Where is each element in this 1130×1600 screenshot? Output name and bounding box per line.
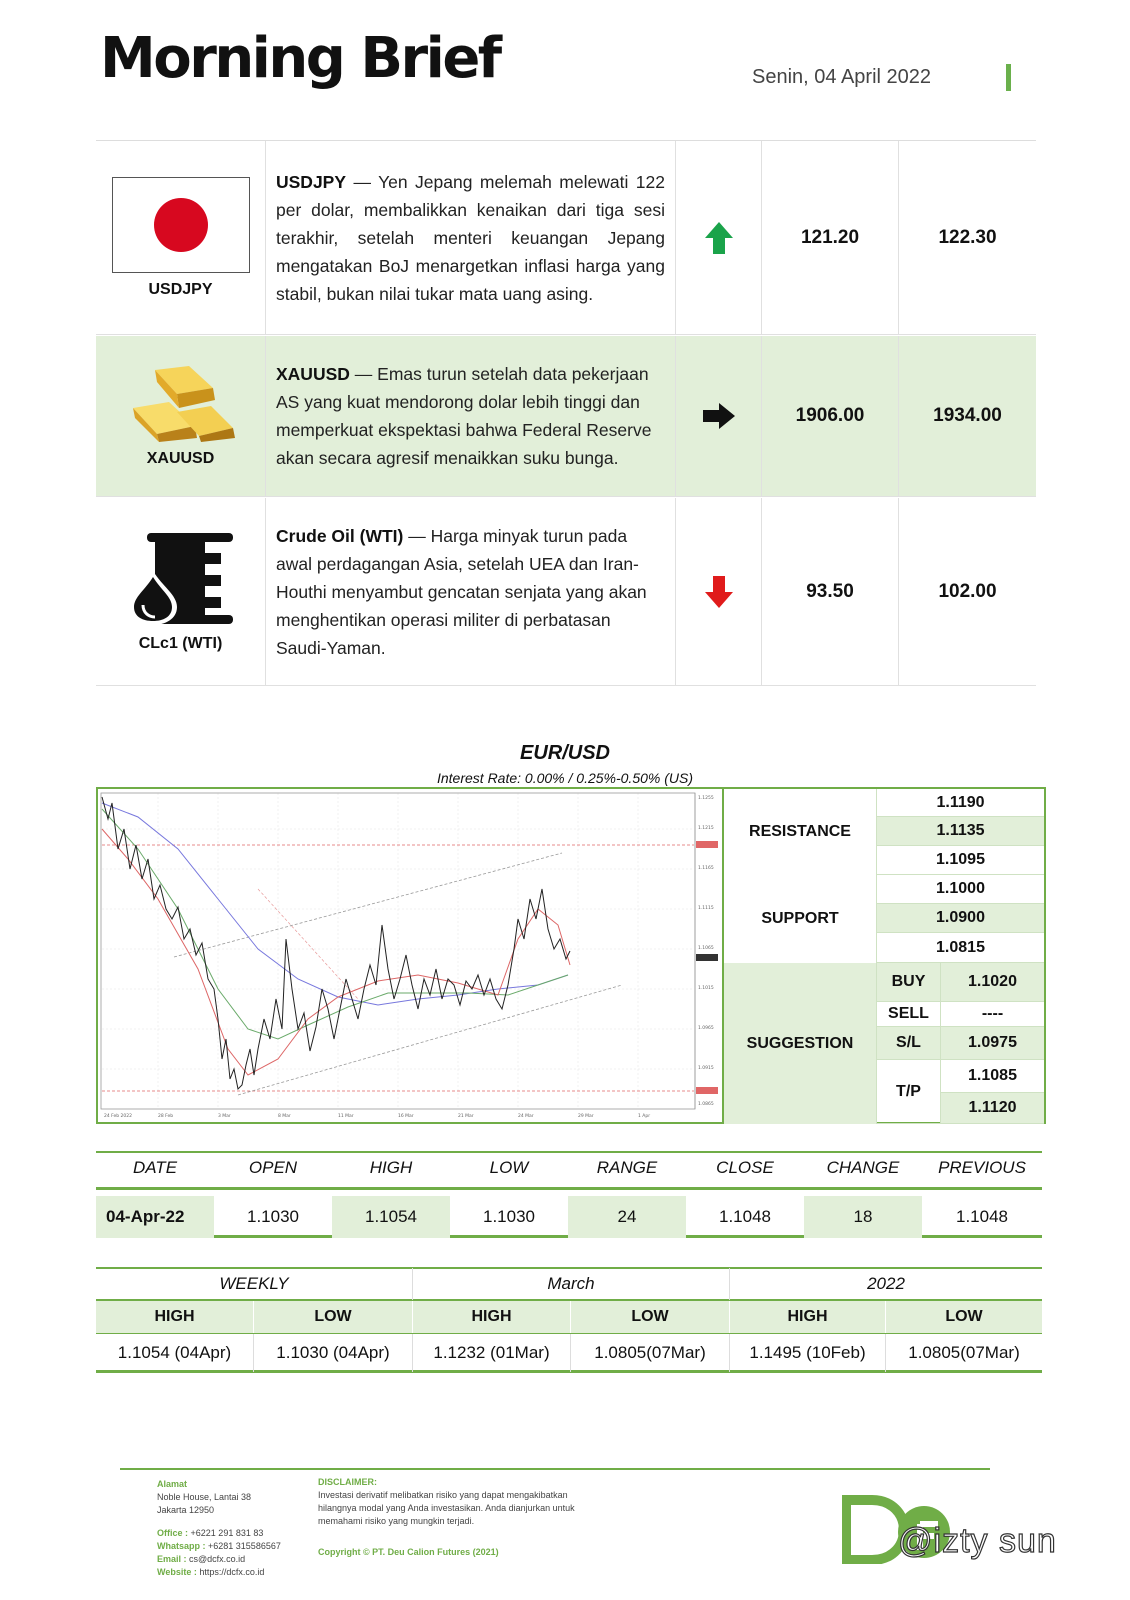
news-text: Crude Oil (WTI) — Harga minyak turun pada awal perdagangan Asia, setelah UEA dan Iran-Houthi menyambut gencatan senjata yang akan menghentikan operasi militer di perbatasan Saudi-Yaman.: [276, 525, 647, 658]
resistance-level-3: 1.1095: [876, 846, 1044, 875]
gold-bars-icon: [125, 364, 237, 442]
price-chart-image: [98, 789, 722, 1122]
news-body: Yen Jepang melemah melewati 122 per dolar, membalikkan kenaikan dari tiga sesi terakhir, setelah menteri keuangan Jepang mengatakan BoJ menargetkan inflasi harga yang stabil, bukan nilai tukar mata uang asing.: [276, 171, 665, 304]
news-headline: USDJPY: [276, 171, 347, 192]
svg-text:21 Mar: 21 Mar: [458, 1114, 474, 1119]
instrument-label: CLc1 (WTI): [138, 634, 223, 652]
svg-text:1 Apr: 1 Apr: [638, 1114, 651, 1119]
svg-text:8 Mar: 8 Mar: [278, 1114, 291, 1119]
svg-text:24 Mar: 24 Mar: [518, 1114, 534, 1119]
ohlc-open: 1.1030: [247, 1207, 299, 1226]
report-date: Senin, 04 April 2022: [752, 66, 932, 88]
resistance-level-2: 1.1135: [876, 817, 1044, 846]
svg-text:3 Mar: 3 Mar: [218, 1114, 231, 1119]
col-header: OPEN: [248, 1158, 298, 1177]
watermark: @izty sun: [898, 1522, 1057, 1560]
level-1: 121.20: [762, 141, 899, 334]
ohlc-date: 04-Apr-22: [96, 1196, 214, 1238]
svg-text:24 Feb 2022: 24 Feb 2022: [104, 1114, 133, 1119]
news-row-xauusd: [96, 336, 1036, 497]
news-row-usdjpy: [96, 141, 1036, 335]
col-header: RANGE: [596, 1158, 658, 1177]
level-1: 93.50: [762, 498, 899, 685]
footer-disclaimer: [318, 1476, 608, 1559]
news-headline: Crude Oil (WTI): [276, 525, 404, 546]
svg-text:11 Mar: 11 Mar: [338, 1114, 354, 1119]
range-key: LOW: [571, 1301, 730, 1333]
tp-label: T/P: [876, 1060, 940, 1124]
svg-text:29 Mar: 29 Mar: [578, 1114, 594, 1119]
ohlc-close: 1.1048: [719, 1207, 771, 1226]
tp-value-1: 1.1085: [940, 1060, 1044, 1093]
buy-value: 1.1020: [940, 963, 1044, 1002]
svg-text:1.1165: 1.1165: [698, 866, 714, 871]
interest-rate: Interest Rate: 0.00% / 0.25%-0.50% (US): [436, 770, 693, 786]
range-value: 1.0805(07Mar): [908, 1343, 1020, 1362]
japan-flag-icon: [112, 177, 250, 273]
disclaimer-title: DISCLAIMER:: [318, 1477, 377, 1487]
pair-title: EUR/USD: [519, 742, 610, 764]
range-key: HIGH: [730, 1301, 886, 1333]
footer-address: [157, 1478, 297, 1579]
footer-divider: [120, 1468, 990, 1470]
col-header: CLOSE: [716, 1158, 774, 1177]
range-value: 1.1054 (04Apr): [96, 1334, 254, 1372]
range-key: LOW: [886, 1301, 1042, 1333]
level-1: 1906.00: [762, 336, 899, 496]
range-value: 1.1030 (04Apr): [254, 1334, 413, 1372]
disclaimer-text: Investasi derivatif melibatkan risiko yang dapat mengakibatkan hilangnya modal yang Anda investasikan. Anda dianjurkan untuk memahami risiko yang mungkin terjadi.: [318, 1490, 575, 1526]
range-group-weekly: WEEKLY: [96, 1268, 413, 1300]
contact-office: Office : +6221 291 831 83: [157, 1528, 264, 1538]
range-key: HIGH: [413, 1301, 571, 1333]
direction-cell: [676, 141, 762, 334]
tp-value-2: 1.1120: [940, 1093, 1044, 1124]
level-2: 102.00: [938, 580, 997, 602]
range-value: 1.1495 (10Feb): [730, 1334, 886, 1372]
news-text-cell: [266, 141, 676, 334]
news-text-cell: [266, 498, 676, 685]
instrument-label: XAUUSD: [146, 450, 215, 467]
support-level-2: 1.0900: [876, 904, 1044, 933]
contact-whatsapp: Whatsapp : +6281 315586567: [157, 1541, 281, 1551]
svg-text:1.0865: 1.0865: [698, 1102, 714, 1107]
news-text: USDJPY — Yen Jepang melemah melewati 122 per dolar, membalikkan kenaikan dari tiga sesi terakhir, setelah menteri keuangan Jepang mengatakan BoJ menargetkan inflasi harga yang stabil, bukan nilai tukar mata uang asing.: [276, 171, 665, 304]
svg-text:16 Mar: 16 Mar: [398, 1114, 414, 1119]
svg-text:1.1015: 1.1015: [698, 986, 714, 991]
accent-bar: [1006, 64, 1011, 91]
address-line: Jakarta 12950: [157, 1505, 215, 1515]
ohlc-high: 1.1054: [332, 1196, 450, 1238]
news-body: Harga minyak turun pada awal perdagangan Asia, setelah UEA dan Iran-Houthi menyambut gencatan senjata yang akan menghentikan operasi militer di perbatasan Saudi-Yaman.: [276, 525, 647, 658]
ohlc-range: 24: [568, 1196, 686, 1238]
direction-cell: [676, 336, 762, 496]
contact-email[interactable]: Email : cs@dcfx.co.id: [157, 1554, 246, 1564]
price-chart: [96, 787, 724, 1124]
sl-value: 1.0975: [940, 1027, 1044, 1060]
support-level-1: 1.1000: [876, 875, 1044, 904]
svg-text:1.0915: 1.0915: [698, 1066, 714, 1071]
news-row-crude: [96, 498, 1036, 686]
arrow-up-icon: [704, 221, 734, 255]
buy-label: BUY: [876, 963, 940, 1002]
col-header: DATE: [132, 1158, 178, 1177]
address-title: Alamat: [157, 1479, 188, 1489]
news-body: Emas turun setelah data pekerjaan AS yang kuat mendorong dolar lebih tinggi dan memperkuat ekspektasi bahwa Federal Reserve akan secara agresif menaikkan suku bunga.: [276, 364, 652, 468]
instrument-cell: [96, 498, 266, 685]
range-value: 1.1232 (01Mar): [413, 1334, 571, 1372]
news-text: XAUUSD — Emas turun setelah data pekerjaan AS yang kuat mendorong dolar lebih tinggi dan memperkuat ekspektasi bahwa Federal Reserve akan secara agresif menaikkan suku bunga.: [276, 364, 652, 468]
support-level-3: 1.0815: [876, 933, 1044, 963]
range-key: LOW: [254, 1301, 413, 1333]
svg-text:1.0965: 1.0965: [698, 1026, 714, 1031]
svg-text:28 Feb: 28 Feb: [158, 1114, 174, 1119]
arrow-right-icon: [702, 402, 736, 430]
ohlc-table: [96, 1151, 1042, 1241]
levels-table: [724, 787, 1046, 1124]
ohlc-change: 18: [804, 1196, 922, 1238]
sell-label: SELL: [876, 1002, 940, 1027]
resistance-level-1: 1.1190: [876, 789, 1044, 817]
contact-website[interactable]: Website : https://dcfx.co.id: [157, 1567, 265, 1577]
range-key: HIGH: [96, 1301, 254, 1333]
level-2: 1934.00: [933, 405, 1002, 426]
col-header: HIGH: [369, 1158, 413, 1177]
page-title: Morning Brief: [100, 26, 500, 91]
news-headline: XAUUSD: [276, 364, 350, 384]
svg-text:1.1065: 1.1065: [698, 946, 714, 951]
arrow-down-icon: [704, 575, 734, 609]
instrument-label: USDJPY: [148, 280, 213, 298]
suggestion-label: SUGGESTION: [724, 963, 876, 1124]
svg-text:1.1255: 1.1255: [698, 796, 714, 801]
level-2: 122.30: [938, 226, 997, 248]
instrument-cell: [96, 336, 266, 496]
news-text-cell: [266, 336, 676, 496]
col-header: CHANGE: [826, 1158, 900, 1177]
copyright: Copyright © PT. Deu Calion Futures (2021): [318, 1547, 499, 1557]
range-group-year: 2022: [867, 1274, 905, 1293]
address-line: Noble House, Lantai 38: [157, 1492, 252, 1502]
direction-cell: [676, 498, 762, 685]
range-value: 1.0805(07Mar): [571, 1334, 730, 1372]
ohlc-previous: 1.1048: [956, 1207, 1008, 1226]
svg-text:1.1215: 1.1215: [698, 826, 714, 831]
sell-value: ----: [940, 1002, 1044, 1027]
support-label: SUPPORT: [761, 910, 839, 927]
svg-text:1.1115: 1.1115: [698, 906, 714, 911]
range-group-month: March: [413, 1268, 730, 1300]
sl-label: S/L: [876, 1027, 940, 1060]
resistance-label: RESISTANCE: [749, 823, 851, 840]
col-header: PREVIOUS: [938, 1158, 1026, 1177]
col-header: LOW: [489, 1158, 529, 1177]
oil-barrel-icon: [125, 531, 237, 627]
instrument-cell: [96, 141, 266, 334]
ohlc-low: 1.1030: [483, 1207, 535, 1226]
